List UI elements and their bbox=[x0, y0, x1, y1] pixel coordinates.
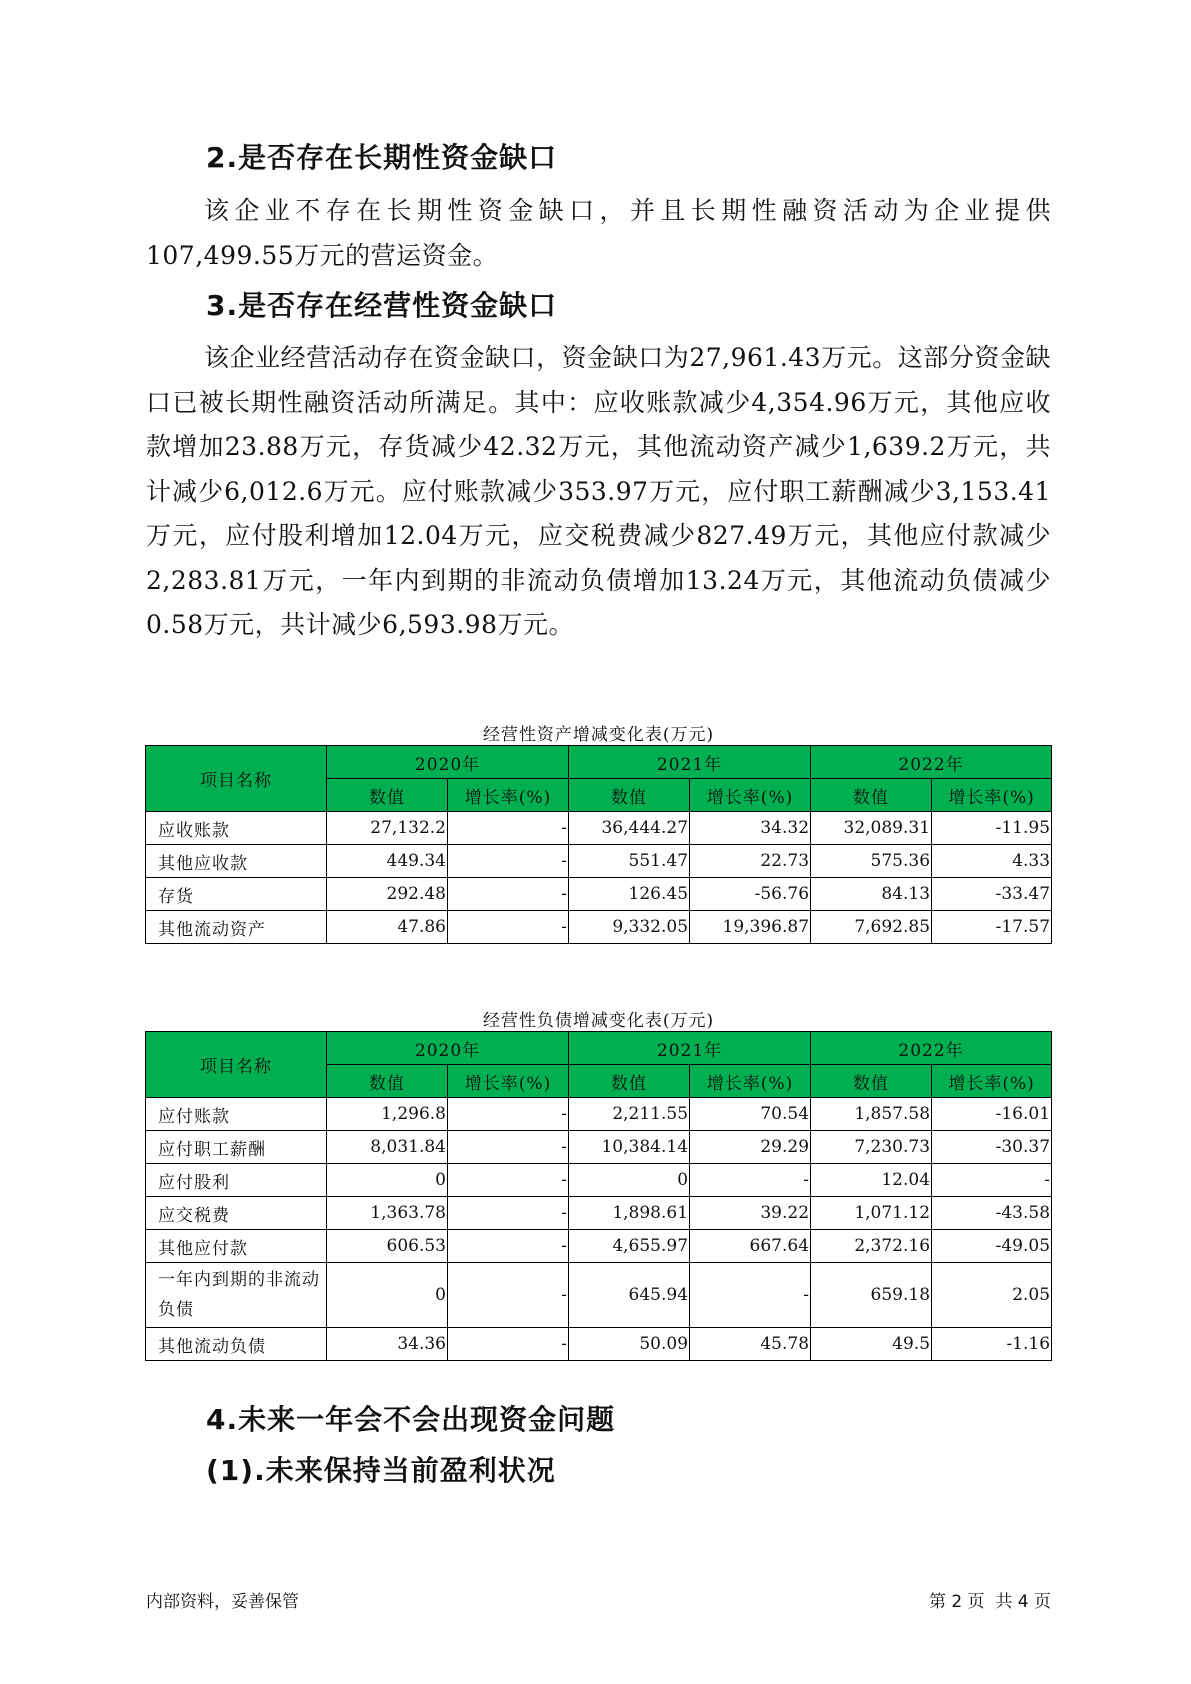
table-cell: -56.76 bbox=[690, 878, 811, 911]
page-number: 第 2 页 共 4 页 bbox=[928, 1592, 1051, 1612]
row-label: 存货 bbox=[146, 878, 327, 911]
table-cell: - bbox=[448, 1131, 569, 1164]
header-growth: 增长率(%) bbox=[932, 779, 1052, 812]
table-cell: 667.64 bbox=[690, 1230, 811, 1263]
row-label: 其他应收款 bbox=[146, 845, 327, 878]
table-cell: 645.94 bbox=[569, 1263, 690, 1328]
header-growth: 增长率(%) bbox=[448, 779, 569, 812]
table-cell: 10,384.14 bbox=[569, 1131, 690, 1164]
table-cell: 29.29 bbox=[690, 1131, 811, 1164]
row-label: 应付职工薪酬 bbox=[146, 1131, 327, 1164]
table-cell: 126.45 bbox=[569, 878, 690, 911]
table-cell: 2.05 bbox=[932, 1263, 1052, 1328]
row-label: 其他流动负债 bbox=[146, 1328, 327, 1361]
header-year-2022: 2022年 bbox=[811, 1032, 1052, 1065]
header-item-name: 项目名称 bbox=[146, 1032, 327, 1098]
table-cell: -43.58 bbox=[932, 1197, 1052, 1230]
table-row bbox=[146, 845, 1052, 878]
table-cell: 70.54 bbox=[690, 1098, 811, 1131]
table-row bbox=[146, 1197, 1052, 1230]
header-value: 数值 bbox=[811, 1065, 932, 1098]
table-row bbox=[146, 1328, 1052, 1361]
section-4-title: 4.未来一年会不会出现资金问题 bbox=[206, 1403, 616, 1436]
table-cell: - bbox=[448, 1098, 569, 1131]
section-2-title: 2.是否存在长期性资金缺口 bbox=[206, 141, 558, 174]
table-cell: 7,230.73 bbox=[811, 1131, 932, 1164]
table-cell: 551.47 bbox=[569, 845, 690, 878]
table-cell: - bbox=[448, 845, 569, 878]
table-cell: 659.18 bbox=[811, 1263, 932, 1328]
table-cell: -49.05 bbox=[932, 1230, 1052, 1263]
liabilities-table-caption: 经营性负债增减变化表(万元) bbox=[482, 1011, 715, 1031]
table-cell: - bbox=[448, 878, 569, 911]
table-cell: 45.78 bbox=[690, 1328, 811, 1361]
table-cell: 1,857.58 bbox=[811, 1098, 932, 1131]
table-cell: 49.5 bbox=[811, 1328, 932, 1361]
table-cell: 2,211.55 bbox=[569, 1098, 690, 1131]
row-label: 应付账款 bbox=[146, 1098, 327, 1131]
table-cell: 8,031.84 bbox=[327, 1131, 448, 1164]
header-value: 数值 bbox=[327, 779, 448, 812]
assets-table-caption: 经营性资产增减变化表(万元) bbox=[482, 725, 715, 745]
header-value: 数值 bbox=[811, 779, 932, 812]
liabilities-table bbox=[145, 1031, 1052, 1361]
table-cell: - bbox=[448, 1197, 569, 1230]
row-label: 一年内到期的非流动负债 bbox=[146, 1263, 327, 1328]
table-cell: -30.37 bbox=[932, 1131, 1052, 1164]
table-cell: 36,444.27 bbox=[569, 812, 690, 845]
table-cell: 292.48 bbox=[327, 878, 448, 911]
row-label: 应收账款 bbox=[146, 812, 327, 845]
table-cell: 449.34 bbox=[327, 845, 448, 878]
table-cell: 19,396.87 bbox=[690, 911, 811, 944]
table-cell: 34.36 bbox=[327, 1328, 448, 1361]
row-label: 其他流动资产 bbox=[146, 911, 327, 944]
table-cell: - bbox=[448, 911, 569, 944]
table-cell: 4,655.97 bbox=[569, 1230, 690, 1263]
table-cell: 27,132.2 bbox=[327, 812, 448, 845]
assets-table bbox=[145, 745, 1052, 944]
table-cell: 7,692.85 bbox=[811, 911, 932, 944]
header-value: 数值 bbox=[569, 779, 690, 812]
table-cell: -17.57 bbox=[932, 911, 1052, 944]
table-cell: 1,898.61 bbox=[569, 1197, 690, 1230]
header-value: 数值 bbox=[569, 1065, 690, 1098]
table-cell: 9,332.05 bbox=[569, 911, 690, 944]
table-row bbox=[146, 1098, 1052, 1131]
section-4-subtitle: (1).未来保持当前盈利状况 bbox=[206, 1454, 556, 1487]
table-row bbox=[146, 1263, 1052, 1328]
header-growth: 增长率(%) bbox=[932, 1065, 1052, 1098]
table-cell: -33.47 bbox=[932, 878, 1052, 911]
header-growth: 增长率(%) bbox=[690, 779, 811, 812]
header-year-2021: 2021年 bbox=[569, 746, 811, 779]
table-cell: -11.95 bbox=[932, 812, 1052, 845]
section-3-title: 3.是否存在经营性资金缺口 bbox=[206, 289, 558, 322]
table-row bbox=[146, 1230, 1052, 1263]
table-cell: 0 bbox=[327, 1263, 448, 1328]
row-label: 应付股利 bbox=[146, 1164, 327, 1197]
table-cell: 4.33 bbox=[932, 845, 1052, 878]
table-cell: - bbox=[448, 1164, 569, 1197]
table-cell: 1,363.78 bbox=[327, 1197, 448, 1230]
table-row bbox=[146, 1131, 1052, 1164]
table-cell: - bbox=[448, 812, 569, 845]
header-item-name: 项目名称 bbox=[146, 746, 327, 812]
header-year-2020: 2020年 bbox=[327, 1032, 569, 1065]
section-3-paragraph: 该企业经营活动存在资金缺口，资金缺口为27,961.43万元。这部分资金缺口已被长期性融资活动所满足。其中：应收账款减少4,354.96万元，其他应收款增加23.88万元，存货减少42.32万元，其他流动资产减少1,639.2万元，共计减少6,012.6万元。应付账款减少353.97万元，应付职工薪酬减少3,153.41万元，应付股利增加12.04万元，应交税费减少827.49万元，其他应付款减少2,283.81万元，一年内到期的非流动负债增加13.24万元，其他流动负债减少0.58万元，共计减少6,593.98万元。 bbox=[146, 343, 1051, 639]
table-cell: 34.32 bbox=[690, 812, 811, 845]
table-cell: 32,089.31 bbox=[811, 812, 932, 845]
table-cell: 0 bbox=[569, 1164, 690, 1197]
header-growth: 增长率(%) bbox=[690, 1065, 811, 1098]
table-cell: 84.13 bbox=[811, 878, 932, 911]
table-cell: 22.73 bbox=[690, 845, 811, 878]
table-row bbox=[146, 812, 1052, 845]
header-year-2020: 2020年 bbox=[327, 746, 569, 779]
table-cell: - bbox=[448, 1263, 569, 1328]
table-row bbox=[146, 1164, 1052, 1197]
table-cell: -16.01 bbox=[932, 1098, 1052, 1131]
footer-note: 内部资料，妥善保管 bbox=[146, 1592, 299, 1612]
row-label: 其他应付款 bbox=[146, 1230, 327, 1263]
table-cell: - bbox=[690, 1164, 811, 1197]
header-year-2022: 2022年 bbox=[811, 746, 1052, 779]
table-cell: - bbox=[690, 1263, 811, 1328]
table-cell: 50.09 bbox=[569, 1328, 690, 1361]
header-year-2021: 2021年 bbox=[569, 1032, 811, 1065]
table-cell: 1,296.8 bbox=[327, 1098, 448, 1131]
table-row bbox=[146, 878, 1052, 911]
table-row bbox=[146, 911, 1052, 944]
table-cell: 575.36 bbox=[811, 845, 932, 878]
table-cell: 39.22 bbox=[690, 1197, 811, 1230]
table-cell: 606.53 bbox=[327, 1230, 448, 1263]
table-cell: - bbox=[448, 1230, 569, 1263]
header-value: 数值 bbox=[327, 1065, 448, 1098]
table-cell: 1,071.12 bbox=[811, 1197, 932, 1230]
table-cell: - bbox=[448, 1328, 569, 1361]
table-cell: - bbox=[932, 1164, 1052, 1197]
section-2-paragraph: 该企业不存在长期性资金缺口，并且长期性融资活动为企业提供107,499.55万元的营运资金。 bbox=[146, 196, 1051, 270]
table-cell: -1.16 bbox=[932, 1328, 1052, 1361]
table-cell: 0 bbox=[327, 1164, 448, 1197]
header-growth: 增长率(%) bbox=[448, 1065, 569, 1098]
row-label: 应交税费 bbox=[146, 1197, 327, 1230]
table-cell: 2,372.16 bbox=[811, 1230, 932, 1263]
table-cell: 47.86 bbox=[327, 911, 448, 944]
table-cell: 12.04 bbox=[811, 1164, 932, 1197]
